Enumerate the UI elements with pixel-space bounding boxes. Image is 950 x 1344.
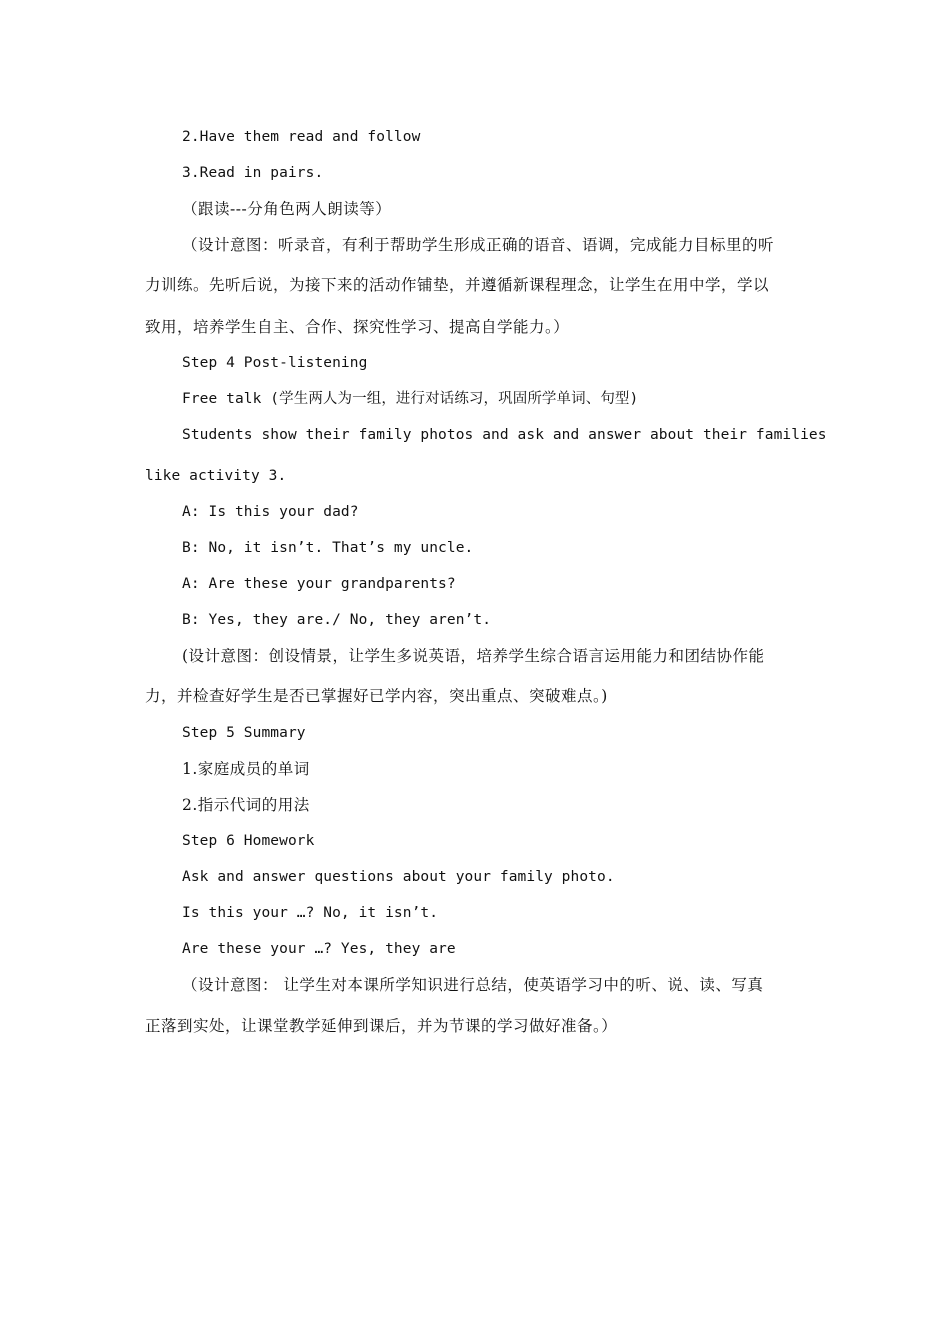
paragraph-line: （设计意图：听录音，有利于帮助学生形成正确的语音、语调，完成能力目标里的听 [182,236,775,254]
step-heading: Step 4 Post-listening [182,355,368,371]
dialogue-line: B: Yes, they are./ No, they aren’t. [182,612,492,628]
text-line: Is this your …? No, it isn’t. [182,905,439,921]
text-line: 2.Have them read and follow [182,129,421,145]
text-line: 1.家庭成员的单词 [182,760,310,778]
text-line: Are these your …? Yes, they are [182,941,456,957]
text-line: （跟读---分角色两人朗读等） [182,200,392,218]
paragraph-line: (设计意图：创设情景，让学生多说英语，培养学生综合语言运用能力和团结协作能 [182,647,765,665]
step-heading: Step 5 Summary [182,725,306,741]
dialogue-line: A: Is this your dad? [182,504,359,520]
paragraph-line: （设计意图： 让学生对本课所学知识进行总结，使英语学习中的听、说、读、写真 [182,976,764,994]
paragraph-line: Students show their family photos and ask and answer about their families [182,427,827,443]
step-heading: Step 6 Homework [182,833,315,849]
text-line: Free talk (学生两人为一组，进行对话练习，巩固所学单词、句型) [182,391,639,407]
paragraph-line: 致用，培养学生自主、合作、探究性学习、提高自学能力。） [145,318,570,336]
text-line: 2.指示代词的用法 [182,796,310,814]
text-line: 3.Read in pairs. [182,165,324,181]
paragraph-line: like activity 3. [145,468,287,484]
paragraph-line: 正落到实处，让课堂教学延伸到课后，并为节课的学习做好准备。） [145,1017,618,1035]
paragraph-line: 力训练。先听后说，为接下来的活动作铺垫，并遵循新课程理念，让学生在用中学，学以 [145,276,770,294]
dialogue-line: B: No, it isn’t. That’s my uncle. [182,540,474,556]
paragraph-line: 力，并检查好学生是否已掌握好已学内容，突出重点、突破难点。) [145,687,608,705]
text-line: Ask and answer questions about your family photo. [182,869,615,885]
dialogue-line: A: Are these your grandparents? [182,576,456,592]
